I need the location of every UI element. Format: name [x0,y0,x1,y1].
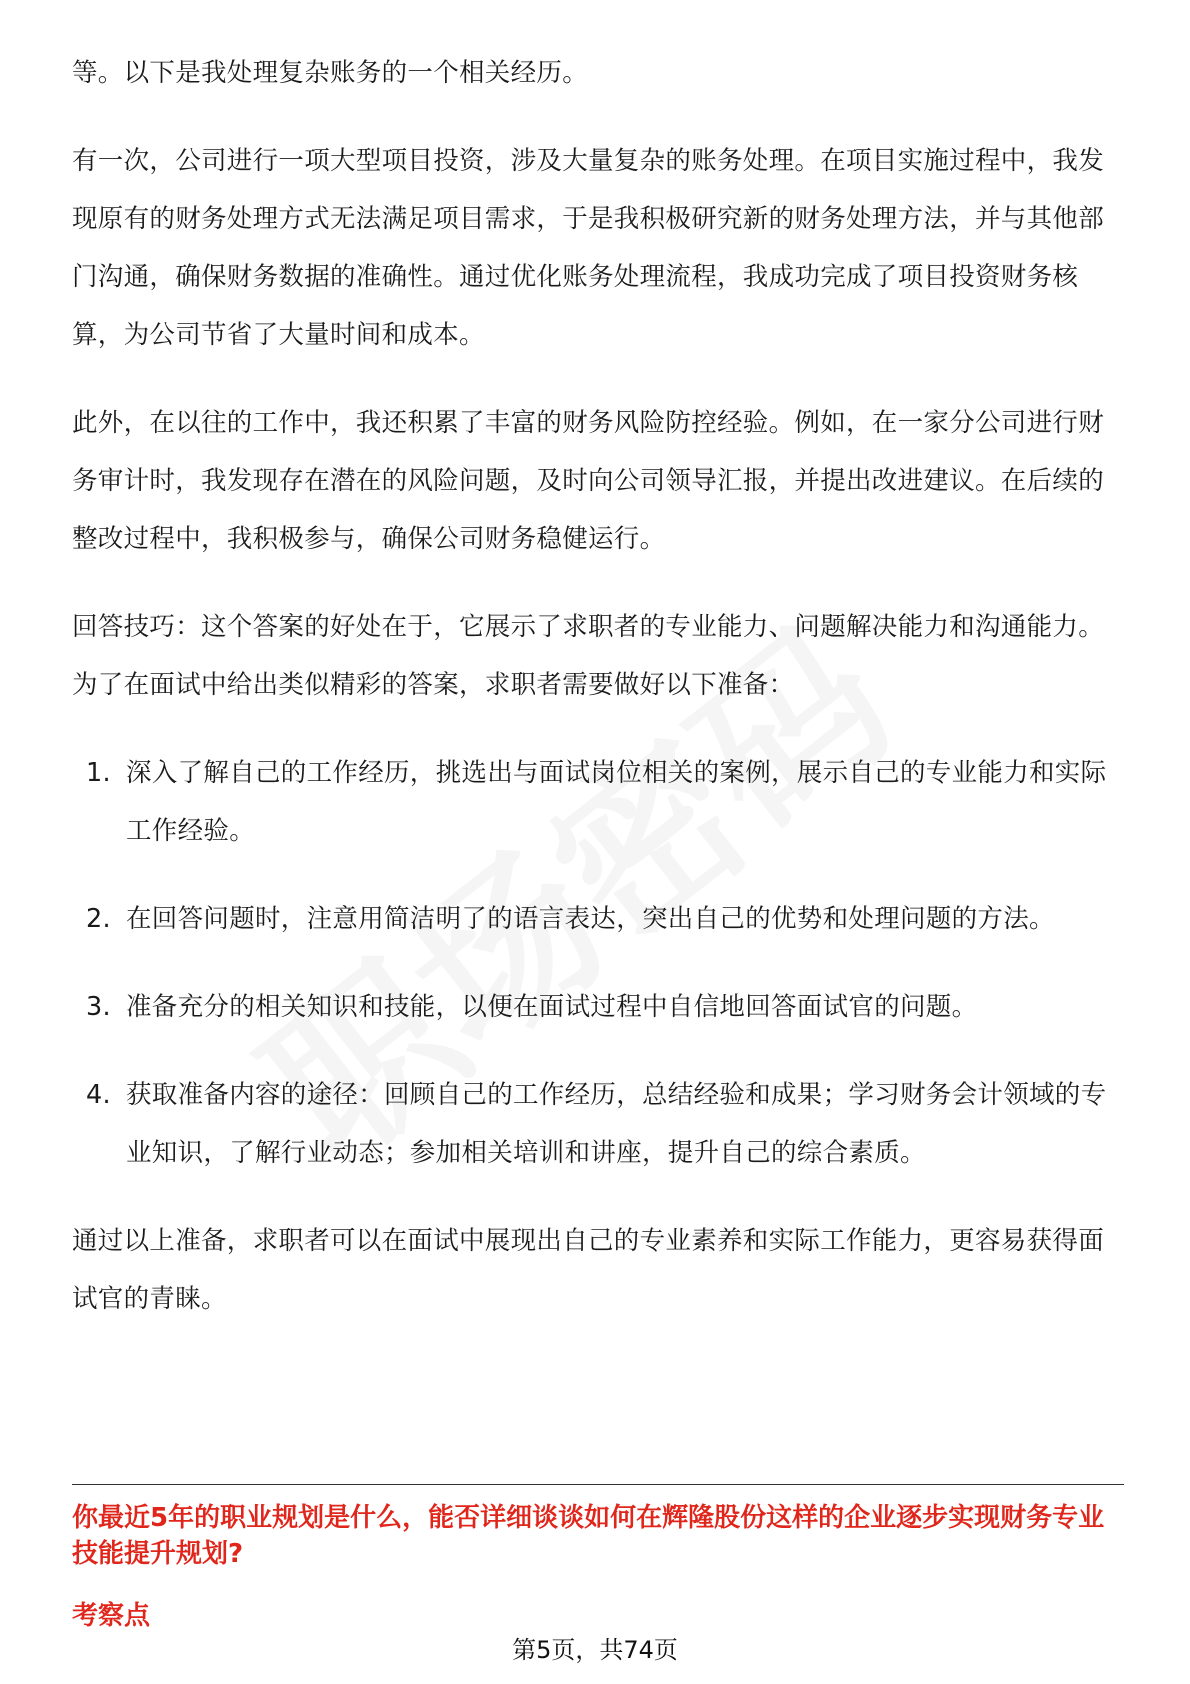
list-number: 4. [86,1080,111,1110]
list-number: 2. [86,904,111,934]
interview-question: 你最近5年的职业规划是什么，能否详细谈谈如何在辉隆股份这样的企业逐步实现财务专业技能提升规划? [72,1503,1105,1569]
list-item-text: 深入了解自己的工作经历，挑选出与面试岗位相关的案例，展示自己的专业能力和实际工作经验。 [126,758,1107,846]
list-item-text: 获取准备内容的途径：回顾自己的工作经历，总结经验和成果；学习财务会计领域的专业知识，了解行业动态；参加相关培训和讲座，提升自己的综合素质。 [126,1080,1107,1168]
content-area [72,44,1124,1328]
paragraph-intro: 等。以下是我处理复杂账务的一个相关经历。 [72,58,589,88]
list-number: 3. [86,992,111,1022]
list-item [72,890,1124,948]
paragraph-answer-tips: 回答技巧：这个答案的好处在于，它展示了求职者的专业能力、问题解决能力和沟通能力。为了在面试中给出类似精彩的答案，求职者需要做好以下准备： [72,612,1105,700]
paragraph-risk-control: 此外，在以往的工作中，我还积累了丰富的财务风险防控经验。例如，在一家分公司进行财务审计时，我发现存在潜在的风险问题，及时向公司领导汇报，并提出改进建议。在后续的整改过程中，我积极参与，确保公司财务稳健运行。 [72,408,1105,554]
list-item [72,978,1124,1036]
tips-list [72,744,1124,1182]
list-number: 1. [86,758,111,788]
list-item [72,1066,1124,1182]
section-divider [72,1484,1124,1485]
list-item-text: 在回答问题时，注意用简洁明了的语言表达，突出自己的优势和处理问题的方法。 [126,904,1055,934]
paragraph-closing: 通过以上准备，求职者可以在面试中展现出自己的专业素养和实际工作能力，更容易获得面试官的青睐。 [72,1226,1105,1314]
paragraph-experience: 有一次，公司进行一项大型项目投资，涉及大量复杂的账务处理。在项目实施过程中，我发现原有的财务处理方式无法满足项目需求，于是我积极研究新的财务处理方法，并与其他部门沟通，确保财务数据的准确性。通过优化账务处理流程，我成功完成了项目投资财务核算，为公司节省了大量时间和成本。 [72,146,1105,350]
section-label: 考察点 [72,1601,151,1631]
list-item-text: 准备充分的相关知识和技能，以便在面试过程中自信地回答面试官的问题。 [126,992,978,1022]
list-item [72,744,1124,860]
page-number: 第5页，共74页 [512,1636,678,1664]
